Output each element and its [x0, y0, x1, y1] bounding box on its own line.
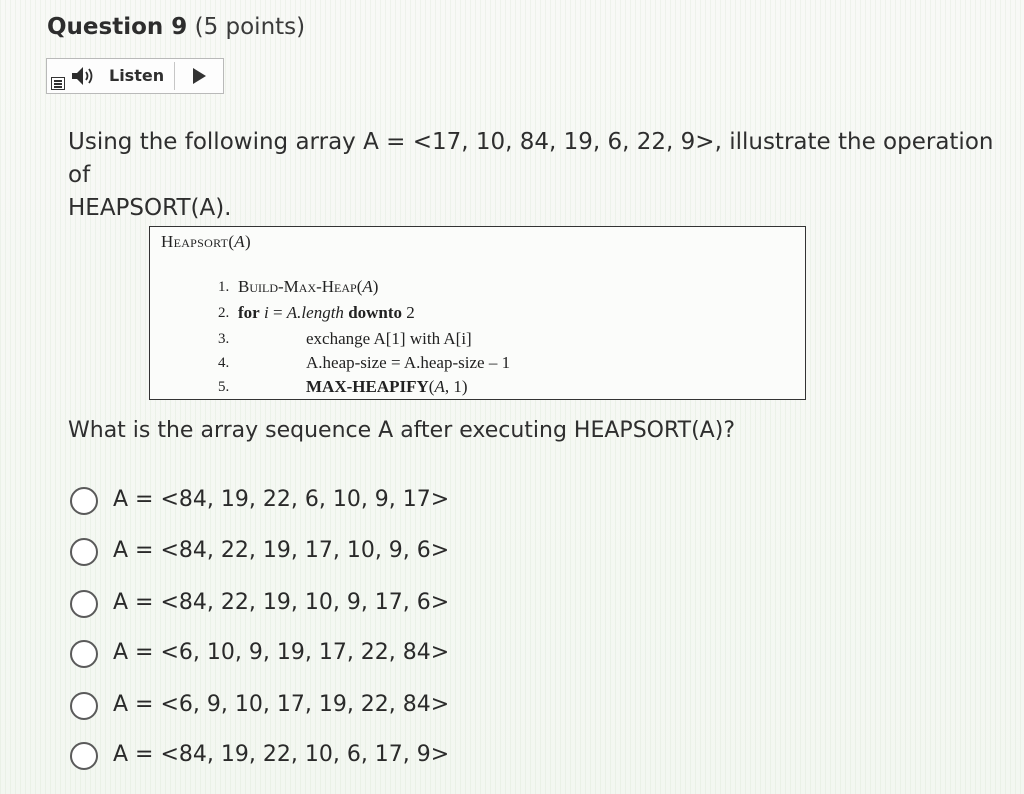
line-number: 1. — [218, 279, 230, 295]
line-number: 3. — [218, 331, 230, 347]
play-icon[interactable] — [193, 68, 206, 84]
listen-button[interactable]: Listen — [109, 66, 165, 85]
answer-label[interactable]: A = <84, 19, 22, 10, 6, 17, 9> — [113, 742, 450, 767]
radio-button[interactable] — [70, 742, 98, 770]
answer-option[interactable] — [70, 690, 490, 724]
line-number: 2. — [218, 305, 230, 321]
pseudocode-line-4: A.heap-size = A.heap-size – 1 — [306, 353, 511, 372]
question-prompt — [68, 126, 1008, 225]
answer-option[interactable] — [70, 740, 490, 774]
speaker-icon[interactable] — [69, 64, 97, 88]
line-number: 5. — [218, 379, 230, 395]
radio-button[interactable] — [70, 640, 98, 668]
pseudocode-line-5: MAX-HEAPIFY(A, 1) — [306, 377, 468, 396]
pseudocode-title: Heapsort(A) — [161, 232, 251, 251]
question-number: Question 9 — [47, 14, 188, 40]
prompt-line: Using the following array A = <17, 10, 84, 19, 6, 22, 9>, illustrate the operation of — [68, 129, 994, 188]
menu-icon[interactable] — [51, 77, 65, 90]
question-header — [47, 14, 305, 40]
pseudocode-line-2: for i = A.length downto 2 — [238, 303, 415, 322]
answer-label[interactable]: A = <84, 22, 19, 10, 9, 17, 6> — [113, 590, 450, 615]
radio-button[interactable] — [70, 538, 98, 566]
divider — [174, 62, 175, 90]
sub-question: What is the array sequence A after executing HEAPSORT(A)? — [68, 418, 735, 443]
answer-label[interactable]: A = <84, 22, 19, 17, 10, 9, 6> — [113, 538, 450, 563]
pseudocode-line-3: exchange A[1] with A[i] — [306, 329, 472, 348]
answer-option[interactable] — [70, 638, 490, 672]
pseudocode-line-1: Build-Max-Heap(A) — [238, 277, 379, 296]
listen-widget[interactable] — [46, 58, 224, 94]
answer-label[interactable]: A = <6, 10, 9, 19, 17, 22, 84> — [113, 640, 450, 665]
question-points: (5 points) — [194, 14, 306, 40]
answer-option[interactable] — [70, 588, 490, 622]
radio-button[interactable] — [70, 692, 98, 720]
radio-button[interactable] — [70, 487, 98, 515]
line-number: 4. — [218, 355, 230, 371]
pseudocode-box — [149, 226, 806, 400]
prompt-line: HEAPSORT(A). — [68, 195, 232, 221]
radio-button[interactable] — [70, 590, 98, 618]
answer-option[interactable] — [70, 485, 490, 519]
answer-label[interactable]: A = <84, 19, 22, 6, 10, 9, 17> — [113, 487, 450, 512]
answer-label[interactable]: A = <6, 9, 10, 17, 19, 22, 84> — [113, 692, 450, 717]
answer-option[interactable] — [70, 536, 490, 570]
